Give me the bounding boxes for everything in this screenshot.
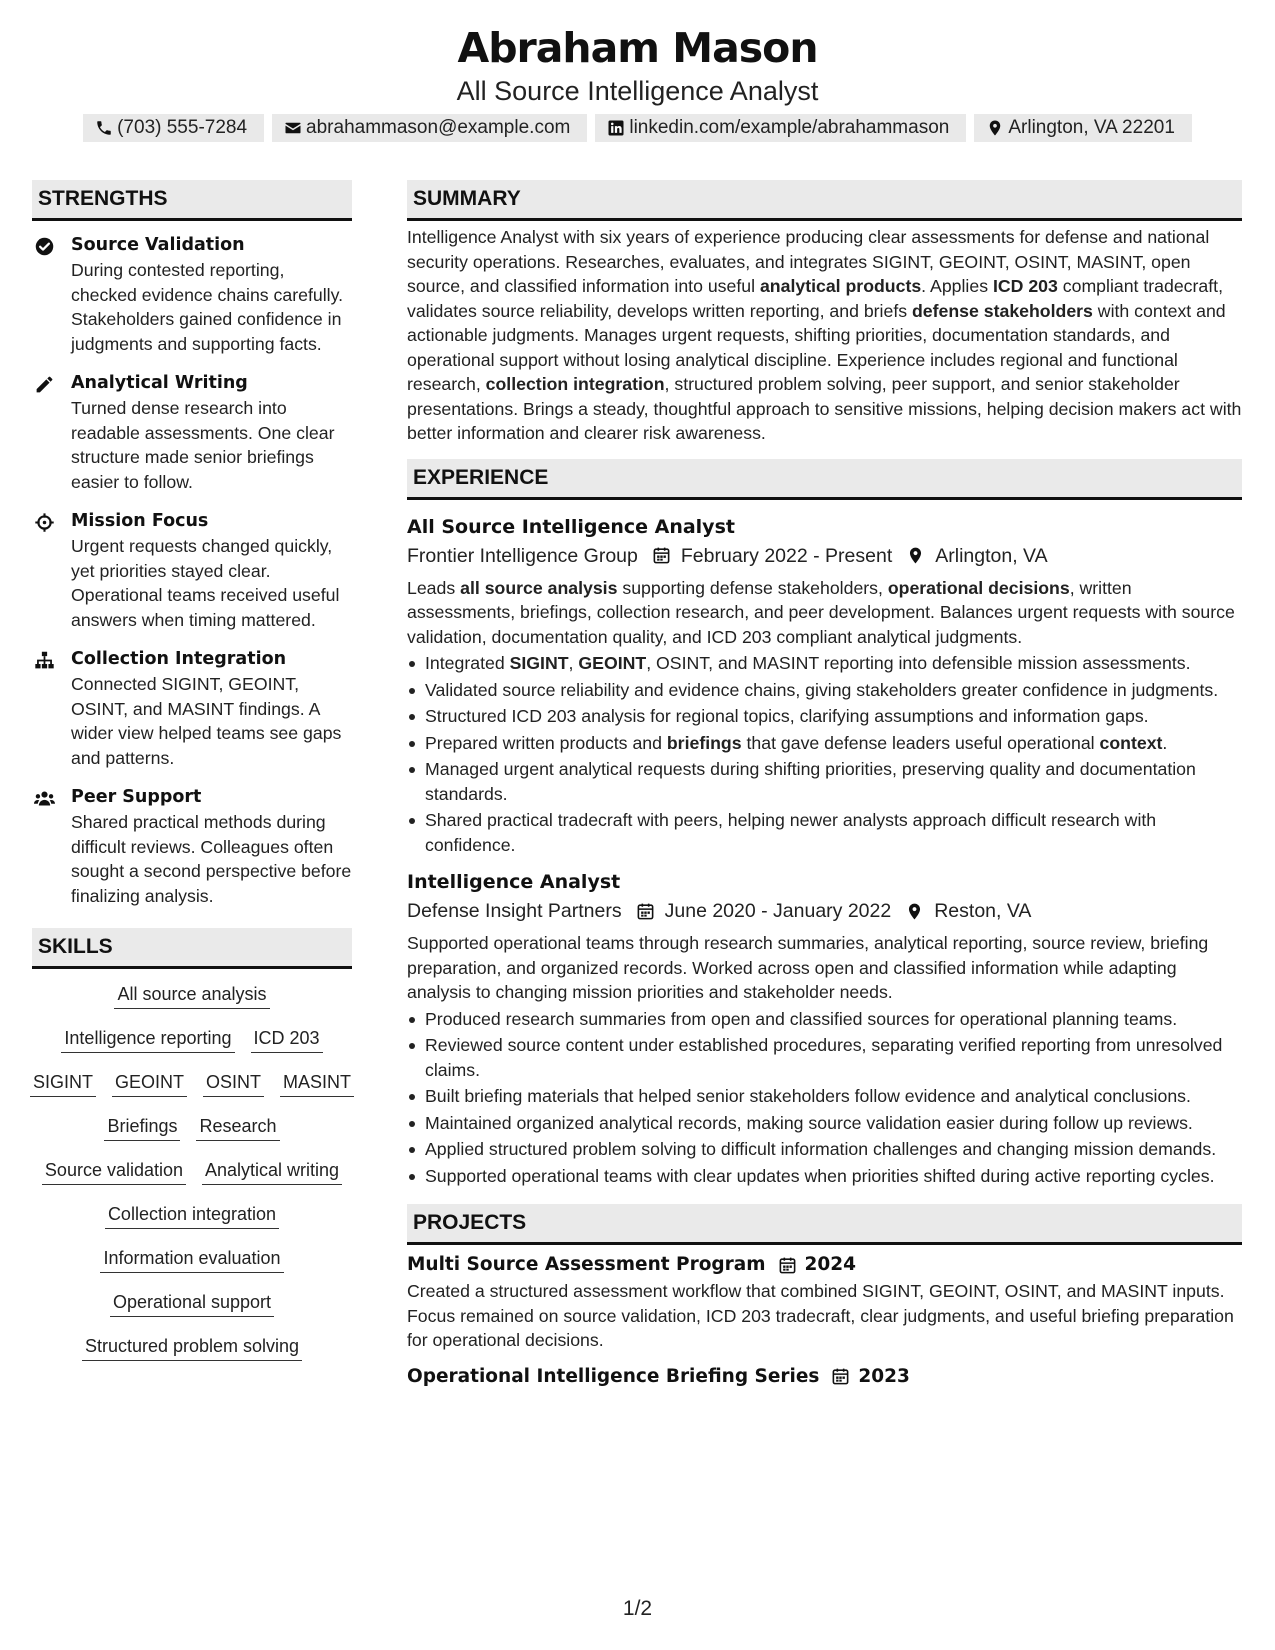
text-run: Reviewed source content under established procedures, separating verified reporting from unresolved claims. [425, 1035, 1223, 1080]
linkedin-text: linkedin.com/example/abrahammason [629, 117, 950, 138]
job-bullet [407, 808, 1242, 857]
job-summary [407, 576, 1242, 650]
strength-item [32, 371, 352, 494]
job-bullets [407, 651, 1242, 857]
skills-list [32, 983, 352, 1361]
strength-item [32, 785, 352, 908]
strength-title: Collection Integration [71, 649, 287, 669]
project-entry [407, 1363, 1242, 1391]
text-run: supporting defense stakeholders, [617, 577, 888, 598]
skill-row [32, 1335, 352, 1361]
map-marker-icon [905, 902, 924, 921]
text-run: that gave defense leaders useful operational [741, 732, 1100, 753]
summary-text [407, 225, 1242, 446]
skill-row [32, 1115, 352, 1141]
skill-tag: Intelligence reporting [61, 1027, 234, 1053]
job-title: Intelligence Analyst [407, 871, 621, 893]
project-title-row [407, 1363, 1242, 1391]
strength-item [32, 647, 352, 770]
skill-tag: OSINT [203, 1071, 264, 1097]
project-entry [407, 1251, 1242, 1353]
job-entry [407, 513, 1242, 858]
text-run: . Applies [921, 276, 993, 296]
calendar-icon [636, 902, 655, 921]
skill-tag: Information evaluation [100, 1247, 283, 1273]
candidate-title: All Source Intelligence Analyst [456, 76, 819, 106]
section-heading-strengths: STRENGTHS [32, 180, 352, 221]
strength-title: Mission Focus [71, 511, 209, 531]
text-run: Validated source reliability and evidence chains, giving stakeholders greater confidence in judgments. [425, 679, 1219, 700]
skill-tag: SIGINT [30, 1071, 96, 1097]
sitemap-icon [34, 650, 55, 671]
text-run: Maintained organized analytical records, making source validation easier during follow up reviews. [425, 1112, 1193, 1133]
bold-text-run: SIGINT [509, 653, 569, 673]
envelope-icon [284, 119, 302, 137]
text-run: Applied structured problem solving to difficult information challenges and changing mission demands. [425, 1139, 1217, 1159]
crosshairs-icon [34, 512, 55, 533]
text-run: . [1162, 732, 1168, 753]
company-name: Defense Insight Partners [407, 900, 622, 922]
project-year: 2024 [804, 1254, 857, 1275]
skill-tag: All source analysis [114, 983, 269, 1009]
skill-row [32, 1159, 352, 1185]
project-title-row [407, 1251, 1242, 1279]
text-run: , [568, 653, 579, 673]
contact-linkedin[interactable] [595, 114, 966, 142]
skill-tag: Operational support [110, 1291, 274, 1317]
text-run: Built briefing materials that helped senior stakeholders follow evidence and analytical conclusions. [425, 1086, 1191, 1106]
location-text: Arlington, VA 22201 [1008, 117, 1175, 138]
job-meta [407, 541, 1242, 571]
skill-row [32, 1291, 352, 1317]
resume-header [0, 22, 1275, 108]
strength-description: Connected SIGINT, GEOINT, OSINT, and MASINT findings. A wider view helped teams see gaps and patterns. [71, 674, 342, 768]
bold-text-run: defense stakeholders [912, 300, 1093, 321]
text-run: compliant tradecraft, validates source reliability, develops written reporting, and briefs [407, 276, 1223, 321]
job-location: Reston, VA [934, 900, 1032, 922]
text-run: Produced research summaries from open and classified sources for operational planning teams. [425, 1008, 1178, 1029]
calendar-icon [831, 1367, 850, 1386]
job-bullet [407, 651, 1242, 676]
section-heading-projects: PROJECTS [407, 1204, 1242, 1245]
text-run: Prepared written products and [425, 732, 667, 753]
contact-location [974, 114, 1192, 142]
job-bullets [407, 1007, 1242, 1189]
text-run: Intelligence Analyst with six years of experience producing clear assessments for defense and national security operations. Researches, evaluates, and integrates SIGINT, GEOINT, OSINT, MASINT, open source, and classified information into useful [407, 227, 1210, 296]
calendar-icon [652, 546, 671, 565]
strength-description: Urgent requests changed quickly, yet priorities stayed clear. Operational teams received useful answers when timing mattered. [71, 536, 340, 630]
section-heading-experience: EXPERIENCE [407, 459, 1242, 500]
strength-title: Source Validation [71, 235, 245, 255]
contact-phone[interactable] [83, 114, 264, 142]
company-name: Frontier Intelligence Group [407, 544, 638, 567]
skill-row [32, 1071, 352, 1097]
text-run: , OSINT, and MASINT reporting into defensible mission assessments. [646, 653, 1191, 673]
job-title: All Source Intelligence Analyst [407, 515, 735, 538]
strength-description: Turned dense research into readable assessments. One clear structure made senior briefings easier to follow. [71, 398, 335, 492]
bold-text-run: context [1099, 732, 1163, 753]
skill-tag: Collection integration [105, 1203, 279, 1229]
right-column [407, 180, 1242, 1391]
text-run: , structured problem solving, peer support, and senior stakeholder presentations. Brings a steady, thoughtful approach to sensitive missions, helping decision makers act with better information and clearer risk awareness. [407, 374, 1242, 443]
job-bullet [407, 1007, 1242, 1032]
job-bullet [407, 1084, 1242, 1109]
phone-text: (703) 555-7284 [117, 117, 248, 138]
page-number: 1/2 [622, 1597, 653, 1620]
bold-text-run: ICD 203 [992, 276, 1058, 296]
text-run: Leads [407, 577, 461, 598]
bold-text-run: all source analysis [460, 577, 618, 598]
strength-item [32, 233, 352, 356]
skill-row [32, 1203, 352, 1229]
job-bullet [407, 1111, 1242, 1136]
skill-tag: Analytical writing [202, 1159, 342, 1185]
bold-text-run: analytical products [759, 276, 922, 296]
project-title: Multi Source Assessment Program [407, 1254, 766, 1275]
contact-email[interactable] [272, 114, 587, 142]
job-dates: June 2020 - January 2022 [664, 900, 892, 922]
text-run: with context and actionable judgments. Manages urgent requests, shifting priorities, documentation standards, and operational support without losing analytical discipline. Experience includes regional and functional research, [407, 300, 1226, 394]
job-bullet [407, 757, 1242, 806]
candidate-name: Abraham Mason [457, 24, 818, 72]
job-location: Arlington, VA [935, 544, 1048, 567]
job-summary [407, 931, 1242, 1005]
map-marker-icon [986, 119, 1004, 137]
job-dates: February 2022 - Present [680, 544, 893, 567]
text-run: Shared practical tradecraft with peers, helping newer analysts approach difficult research with confidence. [425, 810, 1157, 855]
calendar-icon [778, 1256, 797, 1275]
text-run: Supported operational teams through research summaries, analytical reporting, source review, briefing preparation, and organized records. Worked across open and classified information while adapting analysis to changing mission priorities and stakeholder needs. [407, 933, 1209, 1002]
text-run: Managed urgent analytical requests during shifting priorities, preserving quality and documentation standards. [425, 759, 1196, 804]
linkedin-icon [607, 119, 625, 137]
section-heading-summary: SUMMARY [407, 180, 1242, 221]
job-meta [407, 896, 1242, 926]
skill-tag: Structured problem solving [82, 1335, 302, 1361]
job-bullet [407, 1033, 1242, 1082]
skill-tag: GEOINT [112, 1071, 187, 1097]
job-entry [407, 868, 1242, 1188]
skill-tag: Briefings [104, 1115, 180, 1141]
map-marker-icon [906, 546, 925, 565]
bold-text-run: operational decisions [887, 577, 1070, 598]
bold-text-run: collection integration [485, 374, 665, 394]
skill-row [32, 1027, 352, 1053]
strength-item [32, 509, 352, 632]
text-run: Supported operational teams with clear updates when priorities shifted during active reporting cycles. [425, 1165, 1215, 1186]
strength-title: Analytical Writing [71, 373, 248, 393]
pencil-icon [34, 374, 55, 395]
text-run: Structured ICD 203 analysis for regional topics, clarifying assumptions and information gaps. [425, 706, 1149, 726]
bold-text-run: briefings [666, 732, 742, 753]
skill-tag: Research [196, 1115, 279, 1141]
check-circle-icon [34, 236, 55, 257]
project-title: Operational Intelligence Briefing Series [407, 1365, 820, 1387]
bold-text-run: GEOINT [578, 653, 647, 673]
skill-row [32, 983, 352, 1009]
phone-icon [95, 119, 113, 137]
job-bullet [407, 731, 1242, 756]
project-description: Created a structured assessment workflow that combined SIGINT, GEOINT, OSINT, and MASINT inputs. Focus remained on source validation, ICD 203 tradecraft, clear judgments, and useful briefing preparation for operational decisions. [407, 1281, 1234, 1350]
strength-title: Peer Support [71, 787, 202, 807]
text-run: , written assessments, briefings, collection research, and peer development. Balances urgent requests with source validation, documentation quality, and ICD 203 compliant analytical judgments. [407, 577, 1235, 647]
skill-row [32, 1247, 352, 1273]
skill-tag: Source validation [42, 1159, 186, 1185]
job-bullet [407, 704, 1242, 729]
section-heading-skills: SKILLS [32, 928, 352, 969]
job-bullet [407, 1164, 1242, 1189]
strength-description: During contested reporting, checked evidence chains carefully. Stakeholders gained confidence in judgments and supporting facts. [71, 260, 344, 354]
text-run: Integrated [425, 653, 510, 673]
job-bullet [407, 1137, 1242, 1162]
email-text: abrahammason@example.com [306, 117, 571, 138]
skill-tag: ICD 203 [251, 1027, 323, 1053]
strength-description: Shared practical methods during difficult reviews. Colleagues often sought a second perspective before finalizing analysis. [71, 812, 352, 906]
project-year: 2023 [858, 1365, 910, 1387]
contact-bar [0, 114, 1275, 142]
job-bullet [407, 678, 1242, 703]
left-column [32, 180, 352, 1379]
skill-tag: MASINT [280, 1071, 354, 1097]
users-icon [34, 788, 55, 809]
